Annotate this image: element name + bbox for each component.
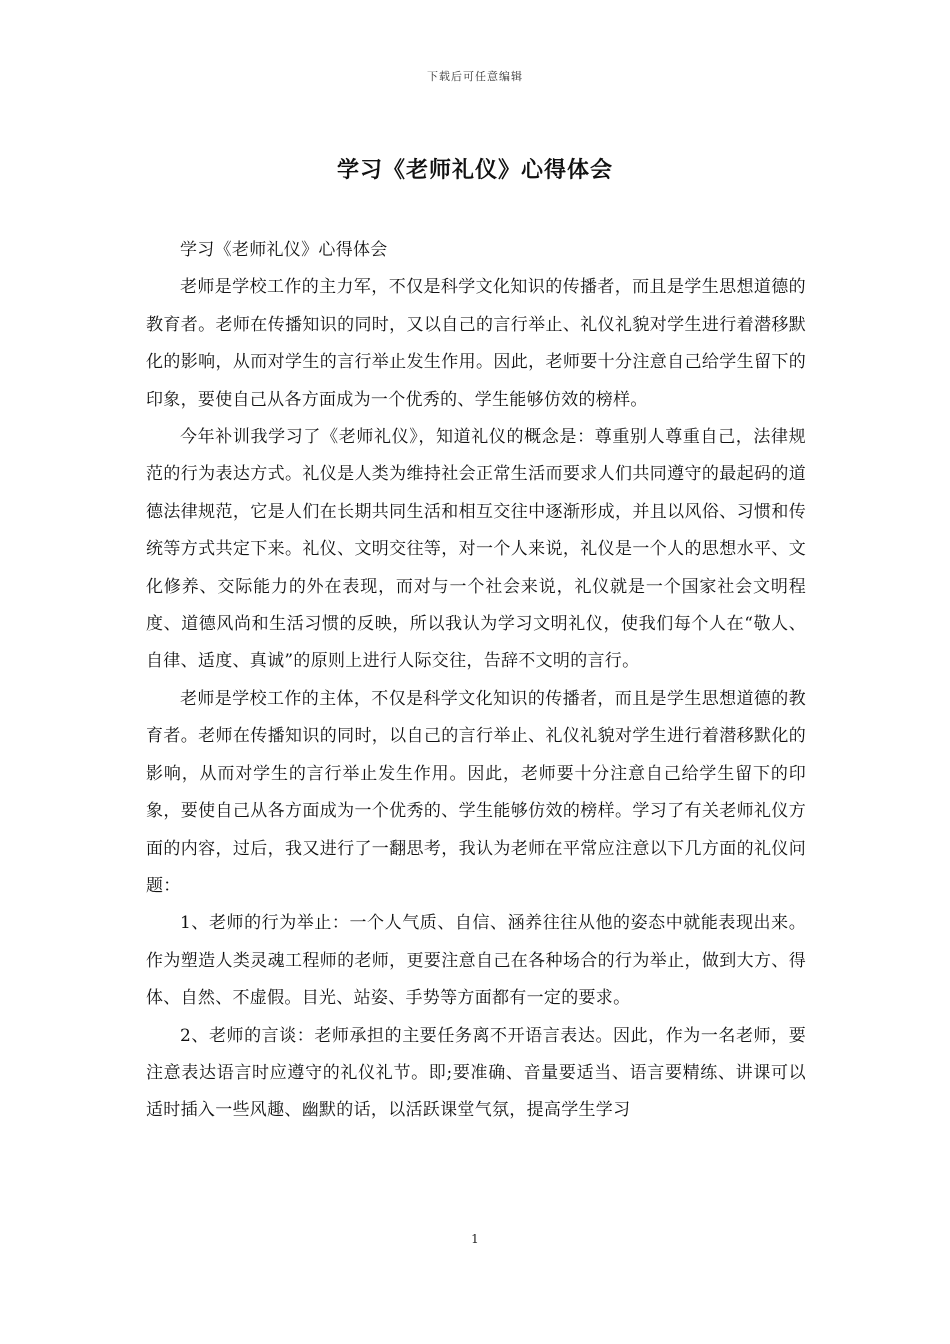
paragraph-etiquette-concept: 今年补训我学习了《老师礼仪》，知道礼仪的概念是：尊重别人尊重自己，法律规范的行为表达方式。礼仪是人类为维持社会正常生活而要求人们共同遵守的最起码的道德法律规范，它是人们在长期共同生活和相互交往中逐渐形成，并且以风俗、习惯和传统等方式共定下来。礼仪、文明交往等，对一个人来说，礼仪是一个人的思想水平、文化修养、交际能力的外在表现，而对与一个社会来说，礼仪就是一个国家社会文明程度、道德风尚和生活习惯的反映，所以我认为学习文明礼仪，使我们每个人在“敬人、自律、适度、真诚”的原则上进行人际交往，告辞不文明的言行。 (146, 427, 806, 672)
paragraph-teacher-main-body: 老师是学校工作的主体，不仅是科学文化知识的传播者，而且是学生思想道德的教育者。老师在传播知识的同时，以自己的言行举止、礼仪礼貌对学生进行着潜移默化的影响，从而对学生的言行举止发生作用。因此，老师要十分注意自己给学生留下的印象，要使自己从各方面成为一个优秀的、学生能够仿效的榜样。学习了有关老师礼仪方面的内容，过后，我又进行了一翻思考，我认为老师在平常应注意以下几方面的礼仪问题： (146, 688, 806, 896)
paragraph-point-speech: 2、老师的言谈：老师承担的主要任务离不开语言表达。因此，作为一名老师，要注意表达语言时应遵守的礼仪礼节。即;要准确、音量要适当、语言要精练、讲课可以适时插入一些风趣、幽默的话，以活跃课堂气氛，提高学生学习 (146, 1025, 806, 1121)
document-title: 学习《老师礼仪》心得体会 (336, 157, 613, 183)
document-body (146, 232, 806, 1130)
paragraph-subtitle: 学习《老师礼仪》心得体会 (180, 240, 388, 260)
page-number: 1 (471, 1232, 479, 1246)
paragraph-point-behavior: 1、老师的行为举止：一个人气质、自信、涵养往往从他的姿态中就能表现出来。作为塑造人类灵魂工程师的老师，更要注意自己在各种场合的行为举止，做到大方、得体、自然、不虚假。目光、站姿、手势等方面都有一定的要求。 (146, 913, 806, 1009)
header-note: 下载后可任意编辑 (427, 70, 523, 83)
paragraph-teacher-role: 老师是学校工作的主力军，不仅是科学文化知识的传播者，而且是学生思想道德的教育者。老师在传播知识的同时，又以自己的言行举止、礼仪礼貌对学生进行着潜移默化的影响，从而对学生的言行举止发生作用。因此，老师要十分注意自己给学生留下的印象，要使自己从各方面成为一个优秀的、学生能够仿效的榜样。 (146, 277, 806, 410)
